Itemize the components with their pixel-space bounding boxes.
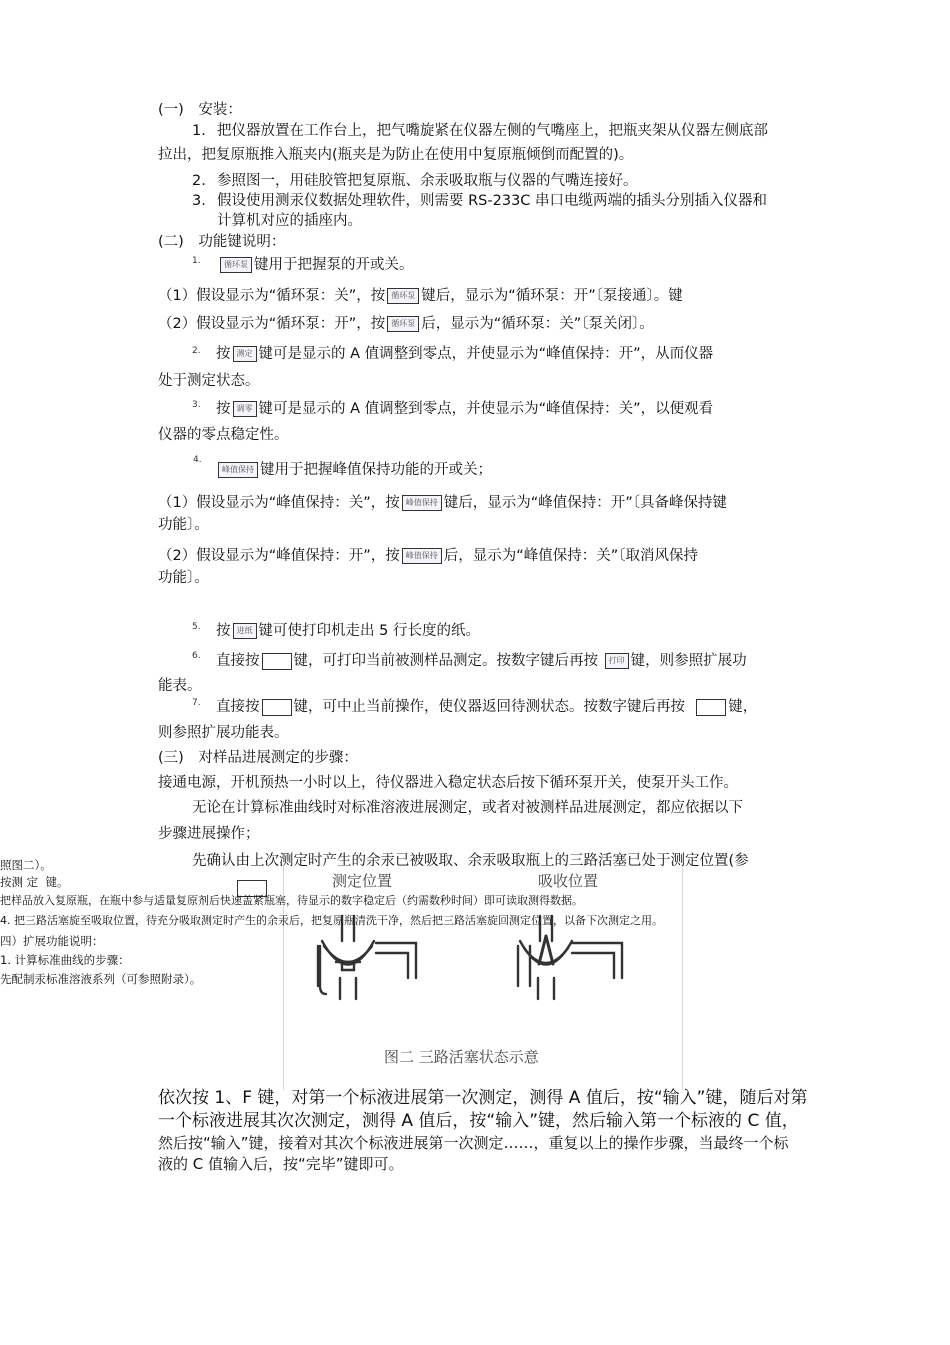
key-4-case-a-line-2: 功能〕。 <box>158 517 209 533</box>
item-3-line-2: 计算机对应的插座内。 <box>217 213 362 229</box>
final-line-2: 一个标液进展其次次测定，测得 A 值后，按“输入”键，然后输入第一个标液的 C 值， <box>158 1111 799 1131</box>
figure-label-measure: 测定位置 <box>332 872 393 890</box>
key-5-line <box>216 621 480 641</box>
section-3-para-1: 接通电源，开机预热一小时以上，待仪器进入稳定状态后按下循环泵开关，使泵开头工作。 <box>158 775 738 791</box>
key-4-case-b-post: 后，显示为“峰值保持：关”〔取消风保持 <box>443 548 699 564</box>
key-2-line-1 <box>216 344 713 364</box>
key-3-number: 3. <box>192 400 201 410</box>
paper-feed-key[interactable]: 进纸 <box>233 623 257 639</box>
key-1-case-a-post: 键后，显示为“循环泵：开”〔泵接通〕。键 <box>421 288 683 304</box>
item-2-text: 参照图一，用硅胶管把复原瓶、余汞吸取瓶与仪器的气嘴连接好。 <box>217 173 638 189</box>
item-1-line-1: 把仪器放置在工作台上，把气嘴旋紧在仪器左侧的气嘴座上，把瓶夹架从仪器左侧底部 <box>217 123 768 139</box>
section-3-para-2-line-1: 无论在计算标准曲线时对标准溶液进展测定，或者对被测样品进展测定，都应依据以下 <box>192 800 743 816</box>
key-1-case-b-pre: （2）假设显示为“循环泵：开”，按 <box>158 316 386 332</box>
key-7-post: 键， <box>728 699 758 715</box>
key-6-post: 键，则参照扩展功 <box>630 653 747 669</box>
key-5-number: 5. <box>192 622 201 632</box>
peak-hold-key-inline[interactable]: 峰值保持 <box>402 495 442 511</box>
overflow-measure-key[interactable]: 测 定 <box>11 875 39 889</box>
key-2-line-2: 处于测定状态。 <box>158 373 260 389</box>
key-4-case-b <box>158 546 698 566</box>
print-key[interactable]: 打印 <box>605 653 629 669</box>
section-2-heading: (二) 功能键说明： <box>158 234 286 250</box>
overflow-line-7: 先配制汞标准溶液系列（可参照附录）。 <box>0 972 202 986</box>
final-line-4: 液的 C 值输入后，按“完毕”键即可。 <box>158 1155 404 1173</box>
key-4-case-a <box>158 493 727 513</box>
key-4-case-b-line-2: 功能〕。 <box>158 570 209 586</box>
key-3-line-1 <box>216 399 713 419</box>
section-3-para-3-line-1: 先确认由上次测定时产生的余汞已被吸取、余汞吸取瓶上的三路活塞已处于测定位置(参 <box>192 853 749 869</box>
key-4-case-a-pre: （1）假设显示为“峰值保持：关”，按 <box>158 495 400 511</box>
key-6-line-2: 能表。 <box>158 678 202 694</box>
stop-key-blank[interactable] <box>262 699 292 716</box>
key-4-text: 键用于把握峰值保持功能的开或关； <box>260 462 492 478</box>
key-2-text: 键可是显示的 A 值调整到零点，并使显示为“峰值保持：开”，从而仪器 <box>258 346 714 362</box>
key-1-line <box>218 255 414 275</box>
peak-hold-key-inline-2[interactable]: 峰值保持 <box>402 548 442 564</box>
print-key-blank[interactable] <box>262 653 292 670</box>
key-4-case-b-pre: （2）假设显示为“峰值保持：开”，按 <box>158 548 400 564</box>
overflow-line-6: 1. 计算标准曲线的步骤： <box>0 953 130 967</box>
overflow-line-2-post: 键。 <box>45 875 69 889</box>
zero-key[interactable]: 调零 <box>233 401 257 417</box>
key-1-case-b <box>158 314 654 334</box>
overflow-line-3: 把样品放入复原瓶，在瓶中参与适量复原剂后快速盖紧瓶塞，待显示的数字稳定后（约需数秒时间）即可读取测得数据。 <box>0 894 583 907</box>
overflow-line-1: 照图二）。 <box>0 858 52 872</box>
cycle-pump-key-inline[interactable]: 循环泵 <box>387 288 419 304</box>
section-1-heading: (一) 安装： <box>158 102 242 118</box>
key-7-pre: 直接按 <box>216 699 260 715</box>
figure-label-absorb: 吸收位置 <box>538 872 599 890</box>
final-line-1: 依次按 1、F 键，对第一个标液进展第一次测定，测得 A 值后，按“输入”键，随后对第 <box>158 1088 808 1108</box>
overflow-line-5: 四）扩展功能说明： <box>0 934 104 948</box>
key-2-number: 2. <box>192 346 201 356</box>
final-line-3: 然后按“输入”键，接着对其次个标液进展第一次测定……，重复以上的操作步骤，当最终一个标 <box>158 1134 789 1152</box>
measure-key[interactable]: 测定 <box>233 346 257 362</box>
key-2-pre: 按 <box>216 346 231 362</box>
cycle-pump-key-inline-2[interactable]: 循环泵 <box>387 316 419 332</box>
key-7-line-2: 则参照扩展功能表。 <box>158 725 289 741</box>
cycle-pump-key[interactable]: 循环泵 <box>220 257 252 273</box>
item-3-line-1: 假设使用测汞仪数据处理软件，则需要 RS-233C 串口电缆两端的插头分别插入仪器和 <box>217 193 768 209</box>
key-4-number: 4. <box>193 455 202 465</box>
overflow-line-2 <box>0 874 68 890</box>
section-3-para-2-line-2: 步骤进展操作； <box>158 826 260 842</box>
key-1-text: 键用于把握泵的开或关。 <box>254 257 414 273</box>
key-6-number: 6. <box>192 651 201 661</box>
key-1-case-b-post: 后，显示为“循环泵：关”〔泵关闭〕。 <box>421 316 654 332</box>
key-5-pre: 按 <box>216 623 231 639</box>
peak-hold-key[interactable]: 峰值保持 <box>218 462 258 478</box>
overflow-line-2-pre: 按 <box>0 875 12 889</box>
stop-key-blank-2[interactable] <box>696 699 726 716</box>
item-3-number: 3. <box>192 193 206 209</box>
key-6-line-1 <box>216 651 747 671</box>
overflow-line-4: 4. 把三路活塞旋至吸取位置，待充分吸取测定时产生的余汞后，把复原瓶清洗干净，然后把三路活塞旋回测定位置，以备下次测定之用。 <box>0 914 663 927</box>
key-3-pre: 按 <box>216 401 231 417</box>
key-3-line-2: 仪器的零点稳定性。 <box>158 427 289 443</box>
key-4-line <box>216 460 492 480</box>
key-6-pre: 直接按 <box>216 653 260 669</box>
section-3-heading: (三) 对样品进展测定的步骤： <box>158 750 358 766</box>
key-4-case-a-post: 键后，显示为“峰值保持：开”〔具备峰保持键 <box>443 495 728 511</box>
figure-caption: 图二 三路活塞状态示意 <box>384 1048 539 1066</box>
item-1-line-2: 拉出，把复原瓶推入瓶夹内(瓶夹是为防止在使用中复原瓶倾倒而配置的)。 <box>158 147 634 163</box>
key-5-text: 键可使打印机走出 5 行长度的纸。 <box>258 623 480 639</box>
item-1-number: 1. <box>192 123 206 139</box>
key-7-mid: 键，可中止当前操作，使仪器返回待测状态。按数字键后再按 <box>293 699 685 715</box>
key-7-number: 7. <box>192 698 201 708</box>
key-6-mid: 键，可打印当前被测样品测定。按数字键后再按 <box>293 653 598 669</box>
item-2-number: 2. <box>192 173 206 189</box>
key-3-text: 键可是显示的 A 值调整到零点，并使显示为“峰值保持：关”，以便观看 <box>258 401 714 417</box>
key-1-case-a <box>158 286 683 306</box>
key-7-line-1 <box>216 697 757 717</box>
key-1-case-a-pre: （1）假设显示为“循环泵：关”，按 <box>158 288 386 304</box>
key-1-number: 1. <box>192 256 201 266</box>
